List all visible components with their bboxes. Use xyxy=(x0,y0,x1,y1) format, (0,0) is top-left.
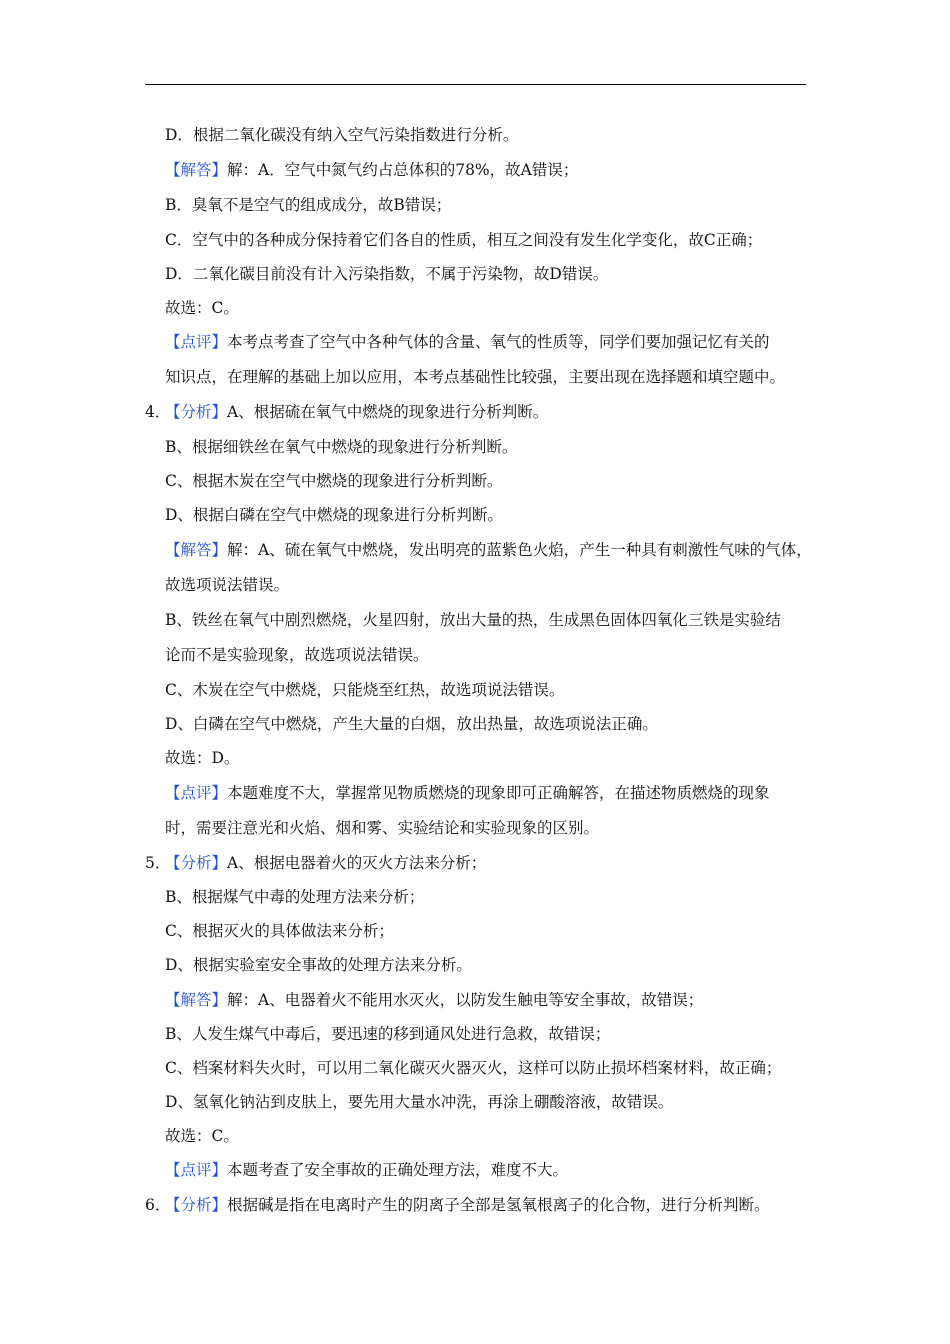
line-text: 知识点，在理解的基础上加以应用，本考点基础性比较强，主要出现在选择题和填空题中。 xyxy=(165,368,786,386)
text-line-l19 xyxy=(165,748,239,768)
line-text: 解：A．空气中氮气约占总体积的78%，故A错误； xyxy=(227,161,579,179)
line-text: 故选项说法错误。 xyxy=(165,576,290,594)
text-line-l16 xyxy=(165,645,429,665)
section-tag: 【分析】 xyxy=(165,854,228,872)
line-text: D、根据白磷在空气中燃烧的现象进行分析判断。 xyxy=(165,506,503,524)
text-line-l26 xyxy=(165,990,703,1010)
text-line-l23 xyxy=(165,887,424,907)
section-tag: 【点评】 xyxy=(165,784,228,802)
text-line-l07 xyxy=(165,332,770,352)
section-tag: 【分析】 xyxy=(165,1196,228,1214)
question-number: 4． xyxy=(145,403,171,421)
header-rule xyxy=(145,84,806,85)
line-text: 根据碱是指在电离时产生的阴离子全部是氢氧根离子的化合物，进行分析判断。 xyxy=(227,1196,770,1214)
section-tag: 【解答】 xyxy=(165,541,228,559)
line-text: 本考点考查了空气中各种气体的含量、氧气的性质等，同学们要加强记忆有关的 xyxy=(227,333,770,351)
text-line-l27 xyxy=(165,1024,610,1044)
line-text: D、根据实验室安全事故的处理方法来分析。 xyxy=(165,956,472,974)
text-line-l14 xyxy=(165,575,289,595)
question-number: 5． xyxy=(145,854,171,872)
line-text: 时，需要注意光和火焰、烟和雾、实验结论和实验现象的区别。 xyxy=(165,819,600,837)
line-text: D、氢氧化钠沾到皮肤上，要先用大量水冲洗，再涂上硼酸溶液，故错误。 xyxy=(165,1093,674,1111)
line-text: 解：A、硫在氧气中燃烧，发出明亮的蓝紫色火焰，产生一种具有刺激性气味的气体， xyxy=(227,541,812,559)
text-line-l29 xyxy=(165,1092,673,1112)
text-line-l09 xyxy=(145,402,548,422)
line-text: C、木炭在空气中燃烧，只能烧至红热，故选项说法错误。 xyxy=(165,681,565,699)
line-text: B、根据细铁丝在氧气中燃烧的现象进行分析判断。 xyxy=(165,438,518,456)
line-text: 解：A、电器着火不能用水灭火，以防发生触电等安全事故，故错误； xyxy=(227,991,704,1009)
text-line-l25 xyxy=(165,955,472,975)
line-text: B．臭氧不是空气的组成成分，故B错误； xyxy=(165,196,452,214)
line-text: C、档案材料失火时，可以用二氧化碳灭火器灭火，这样可以防止损坏档案材料，故正确； xyxy=(165,1059,782,1077)
text-line-l17 xyxy=(165,680,564,700)
line-text: D、白磷在空气中燃烧，产生大量的白烟，放出热量，故选项说法正确。 xyxy=(165,715,658,733)
text-line-l32 xyxy=(145,1195,770,1215)
text-line-l11 xyxy=(165,471,502,491)
line-text: A、根据电器着火的灭火方法来分析； xyxy=(227,854,487,872)
line-text: 故选：C。 xyxy=(165,299,239,317)
line-text: C、根据灭火的具体做法来分析； xyxy=(165,922,394,940)
line-text: C、根据木炭在空气中燃烧的现象进行分析判断。 xyxy=(165,472,503,490)
text-line-l08 xyxy=(165,367,785,387)
text-line-l28 xyxy=(165,1058,781,1078)
text-line-l21 xyxy=(165,818,599,838)
line-text: 本题难度不大，掌握常见物质燃烧的现象即可正确解答，在描述物质燃烧的现象 xyxy=(227,784,770,802)
line-text: B、根据煤气中毒的处理方法来分析； xyxy=(165,888,425,906)
text-line-l04 xyxy=(165,230,762,250)
text-line-l24 xyxy=(165,921,394,941)
line-text: D．二氧化碳目前没有计入污染指数，不属于污染物，故D错误。 xyxy=(165,265,609,283)
section-tag: 【点评】 xyxy=(165,333,228,351)
line-text: A、根据硫在氧气中燃烧的现象进行分析判断。 xyxy=(227,403,549,421)
text-line-l15 xyxy=(165,610,781,630)
text-line-l12 xyxy=(165,505,503,525)
line-text: 故选：C。 xyxy=(165,1127,239,1145)
text-line-l22 xyxy=(145,853,486,873)
text-line-l10 xyxy=(165,437,517,457)
line-text: D．根据二氧化碳没有纳入空气污染指数进行分析。 xyxy=(165,126,519,144)
text-line-l30 xyxy=(165,1126,239,1146)
section-tag: 【点评】 xyxy=(165,1161,228,1179)
section-tag: 【解答】 xyxy=(165,991,228,1009)
text-line-l03 xyxy=(165,195,451,215)
line-text: 故选：D。 xyxy=(165,749,240,767)
line-text: B、人发生煤气中毒后，要迅速的移到通风处进行急救，故错误； xyxy=(165,1025,611,1043)
text-line-l31 xyxy=(165,1160,568,1180)
line-text: 本题考查了安全事故的正确处理方法，难度不大。 xyxy=(227,1161,569,1179)
line-text: B、铁丝在氧气中剧烈燃烧，火星四射，放出大量的热，生成黑色固体四氧化三铁是实验结 xyxy=(165,611,781,629)
section-tag: 【解答】 xyxy=(165,161,228,179)
text-line-l13 xyxy=(165,540,812,560)
question-number: 6． xyxy=(145,1196,171,1214)
line-text: 论而不是实验现象，故选项说法错误。 xyxy=(165,646,429,664)
section-tag: 【分析】 xyxy=(165,403,228,421)
text-line-l18 xyxy=(165,714,658,734)
text-line-l02 xyxy=(165,160,578,180)
line-text: C．空气中的各种成分保持着它们各自的性质，相互之间没有发生化学变化，故C正确； xyxy=(165,231,763,249)
text-line-l06 xyxy=(165,298,239,318)
text-line-l01 xyxy=(165,125,518,145)
text-line-l20 xyxy=(165,783,770,803)
text-line-l05 xyxy=(165,264,608,284)
